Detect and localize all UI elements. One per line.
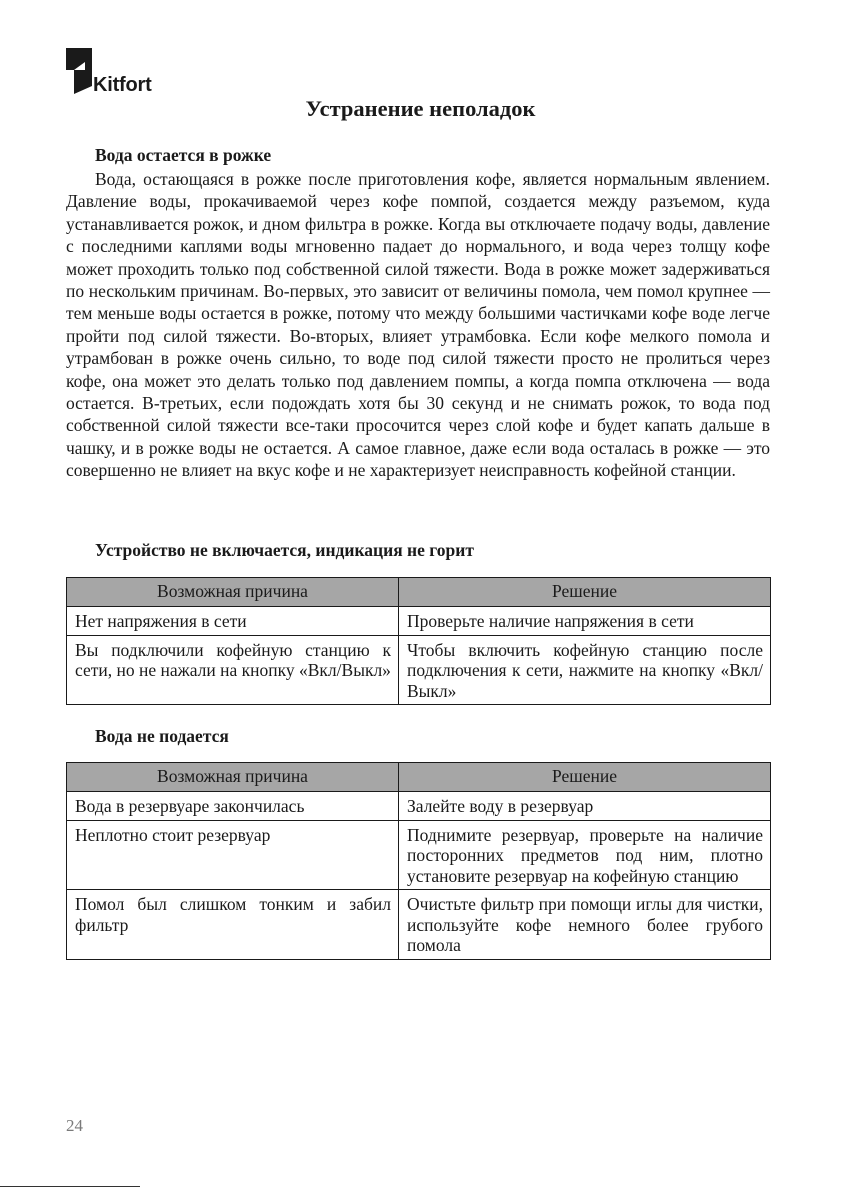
table-row: [67, 792, 771, 821]
table-header-row: [67, 578, 771, 607]
solution-cell: Очистьте фильтр при помощи иглы для чистки, используйте кофе немного более грубого помола: [399, 890, 771, 960]
solution-cell: Поднимите резервуар, проверьте на наличие посторонних предметов под ним, плотно установите резервуар на кофейную станцию: [399, 820, 771, 890]
cause-cell: Вода в резервуаре закончилась: [67, 792, 399, 821]
brand-logo: [66, 48, 176, 98]
header-cause: Возможная причина: [67, 763, 399, 792]
header-solution: Решение: [399, 763, 771, 792]
cause-cell: Помол был слишком тонким и забил фильтр: [67, 890, 399, 960]
page-title: Устранение неполадок: [305, 96, 536, 121]
table-no-power: [66, 577, 771, 705]
table-row: [67, 635, 771, 705]
solution-cell: Проверьте наличие напряжения в сети: [399, 607, 771, 636]
header-solution: Решение: [399, 578, 771, 607]
table-row: [67, 890, 771, 960]
section-title-no-power: Устройство не включается, индикация не горит: [95, 540, 474, 560]
solution-cell: Залейте воду в резервуар: [399, 792, 771, 821]
page-number: 24: [66, 1116, 83, 1135]
table-row: [67, 820, 771, 890]
solution-cell: Чтобы включить кофейную станцию после подключения к сети, нажмите на кнопку «Вкл/Выкл»: [399, 635, 771, 705]
footer-divider: [0, 1186, 140, 1187]
header-cause: Возможная причина: [67, 578, 399, 607]
section-title-no-water: Вода не подается: [95, 726, 229, 746]
kitfort-logo-icon: [66, 48, 92, 94]
table-row: [67, 607, 771, 636]
table-no-water: [66, 762, 771, 960]
section-paragraph-water-in-portafilter: Вода, остающаяся в рожке после приготовления кофе, является нормальным явлением. Давление воды, прокачиваемой через кофе помпой, создается между разъемом, куда устанавливается рожок, и дном фильтра в рожке. Когда вы отключаете подачу воды, давление с последними каплями воды мгновенно падает до нормального, и вода через толщу кофе может проходить только под собственной силой тяжести. Вода в рожке может задерживаться по нескольким причинам. Во-первых, это зависит от величины помола, чем помол крупнее — тем меньше воды остается в рожке, потому что между большими частичками кофе воде легче пройти под силой тяжести. Во-вторых, влияет утрамбовка. Если кофе мелкого помола и утрамбован в рожке очень сильно, то воде под силой тяжести просто не пролиться через кофе, она может это делать только под давлением помпы, а когда помпа отключена — вода остается. В-третьих, если подождать хотя бы 30 секунд и не снимать рожок, то вода под собственной силой тяжести все-таки просочится через слой кофе и будет капать дальше в чашку, и в рожке воды не остается. А самое главное, даже если вода осталась в рожке — это совершенно не влияет на вкус кофе и не характеризует неисправность кофейной станции.: [66, 169, 770, 481]
table-header-row: [67, 763, 771, 792]
cause-cell: Неплотно стоит резервуар: [67, 820, 399, 890]
cause-cell: Вы подключили кофейную станцию к сети, но не нажали на кнопку «Вкл/Выкл»: [67, 635, 399, 705]
section-title-water-in-portafilter: Вода остается в рожке: [95, 145, 272, 165]
brand-name: Kitfort: [93, 74, 152, 96]
cause-cell: Нет напряжения в сети: [67, 607, 399, 636]
